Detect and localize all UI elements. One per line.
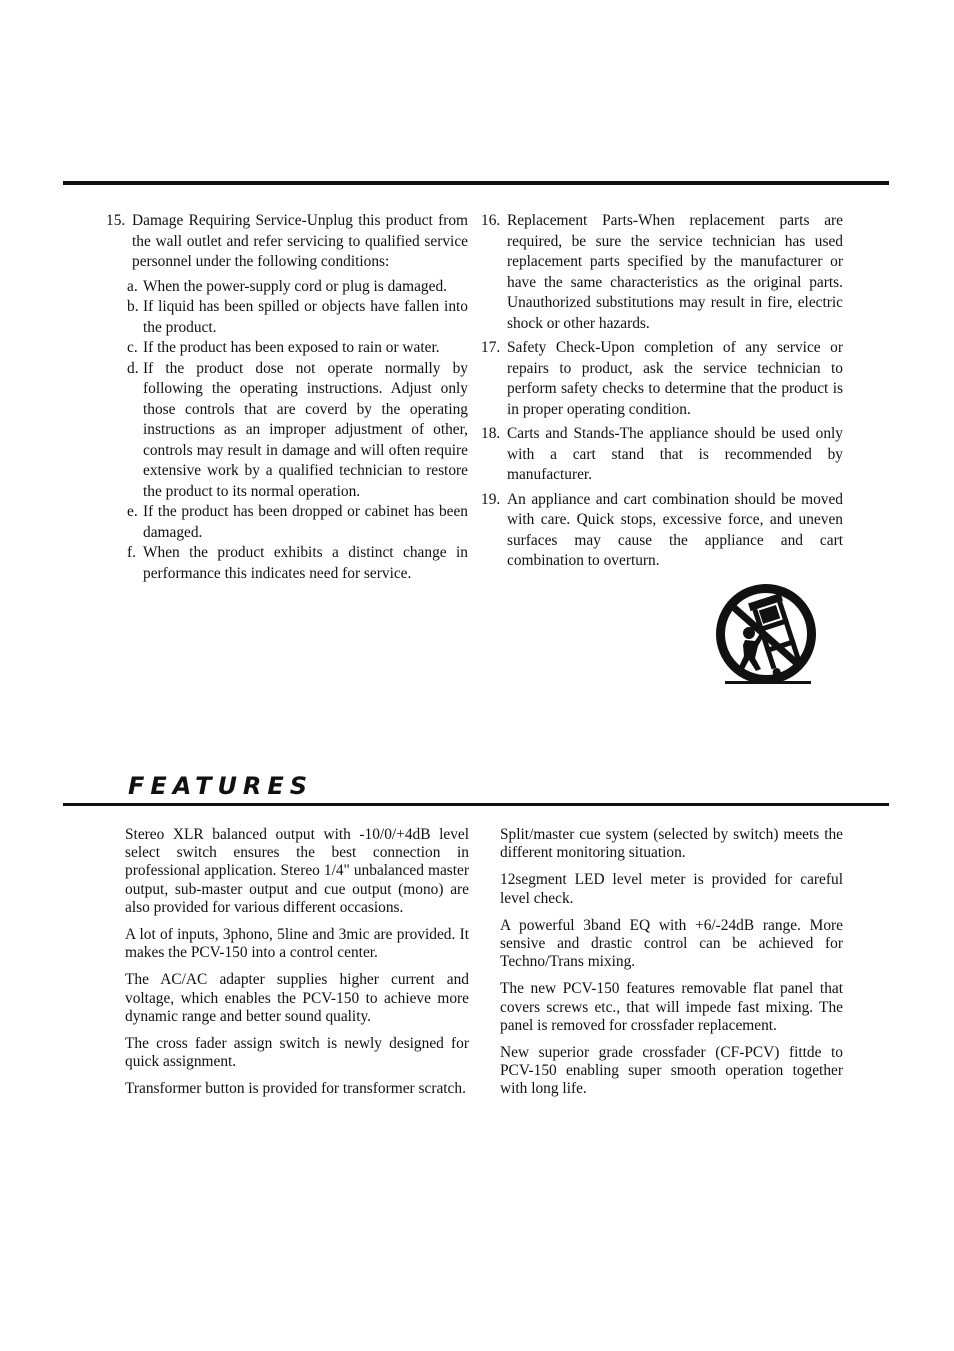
- subitem-text: When the product exhibits a distinct change in performance this indicates need for service.: [143, 544, 468, 582]
- feature-paragraph: The AC/AC adapter supplies higher current and voltage, which enables the PCV-150 to achieve more dynamic range and better sound quality.: [125, 971, 469, 1025]
- subitem-text: If the product has been exposed to rain or water.: [143, 339, 440, 356]
- safety-subitem-a: [106, 277, 468, 298]
- item-number: 17.: [481, 339, 501, 356]
- feature-paragraph: Stereo XLR balanced output with -10/0/+4dB level select switch ensures the best connection in professional application. Stereo 1/4" unbalanced master output, sub-master output and cue output (mono) are also provided for various different occasions.: [125, 826, 469, 916]
- item-text: Damage Requiring Service-Unplug this product from the wall outlet and refer servicing to qualified service personnel under the following conditions:: [132, 212, 468, 270]
- safety-column-left: [106, 211, 468, 584]
- feature-paragraph: 12segment LED level meter is provided for careful level check.: [500, 871, 843, 907]
- top-divider-rule: [63, 181, 889, 185]
- safety-sub-list: [106, 277, 468, 585]
- safety-item-15: [106, 211, 468, 273]
- cart-tip-over-warning-icon: [709, 583, 823, 689]
- feature-paragraph: The cross fader assign switch is newly designed for quick assignment.: [125, 1035, 469, 1071]
- item-text: An appliance and cart combination should be moved with care. Quick stops, excessive force, and uneven surfaces may cause the appliance and cart combination to overturn.: [507, 490, 843, 569]
- item-number: 19.: [481, 490, 501, 508]
- features-column-left: [125, 826, 469, 1108]
- features-column-right: [500, 826, 843, 1108]
- feature-paragraph: Transformer button is provided for transformer scratch.: [125, 1080, 466, 1098]
- subitem-letter: d.: [127, 359, 139, 377]
- item-text: Replacement Parts-When replacement parts are required, be sure the service technician has used replacement parts specified by the manufacturer or have the same characteristics as the original parts. Unauthorized substitutions may result in fire, electric shock or other hazards.: [507, 212, 843, 332]
- subitem-letter: b.: [127, 298, 139, 315]
- subitem-letter: f.: [127, 544, 136, 561]
- features-divider-rule: [63, 803, 889, 806]
- feature-paragraph: New superior grade crossfader (CF-PCV) fittde to PCV-150 enabling super smooth operation together with long life.: [500, 1044, 843, 1098]
- subitem-letter: a.: [127, 277, 138, 295]
- item-number: 16.: [481, 212, 501, 229]
- subitem-text: When the power-supply cord or plug is damaged.: [143, 277, 448, 295]
- subitem-text: If liquid has been spilled or objects have fallen into the product.: [143, 298, 468, 336]
- safety-subitem-d: [106, 359, 468, 503]
- safety-subitem-c: [106, 338, 468, 359]
- feature-paragraph: A lot of inputs, 3phono, 5line and 3mic are provided. It makes the PCV-150 into a control center.: [125, 926, 469, 962]
- feature-paragraph: A powerful 3band EQ with +6/-24dB range. More sensive and drastic control can be achieved for Techno/Trans mixing.: [500, 916, 843, 971]
- safety-subitem-f: [106, 543, 468, 584]
- safety-column-right: [481, 211, 843, 576]
- feature-paragraph: Split/master cue system (selected by switch) meets the different monitoring situation.: [500, 826, 843, 862]
- features-heading: FEATURES: [128, 772, 314, 800]
- item-text: Safety Check-Upon completion of any service or repairs to product, ask the service technician to perform safety checks to determine that the product is in proper operating condition.: [507, 339, 843, 418]
- safety-subitem-b: [106, 297, 468, 338]
- safety-item-18: [481, 424, 843, 486]
- safety-item-19: [481, 490, 843, 572]
- subitem-text: If the product has been dropped or cabinet has been damaged.: [143, 503, 468, 541]
- feature-paragraph: The new PCV-150 features removable flat panel that covers screws etc., that will impede fast mixing. The panel is removed for crossfader replacement.: [500, 980, 843, 1034]
- safety-item-16: [481, 211, 843, 334]
- subitem-letter: c.: [127, 339, 138, 356]
- subitem-letter: e.: [127, 503, 138, 520]
- safety-item-17: [481, 338, 843, 420]
- subitem-text: If the product dose not operate normally by following the operating instructions. Adjust only those controls that are coverd by the operating instructions as an improper adjustment of other, controls may result in damage and will often require extensive work by a qualified technician to restore the product to its normal operation.: [143, 359, 468, 500]
- item-text: Carts and Stands-The appliance should be used only with a cart stand that is recommended by manufacturer.: [507, 425, 843, 483]
- item-number: 18.: [481, 425, 501, 442]
- item-number: 15.: [106, 212, 126, 229]
- safety-subitem-e: [106, 502, 468, 543]
